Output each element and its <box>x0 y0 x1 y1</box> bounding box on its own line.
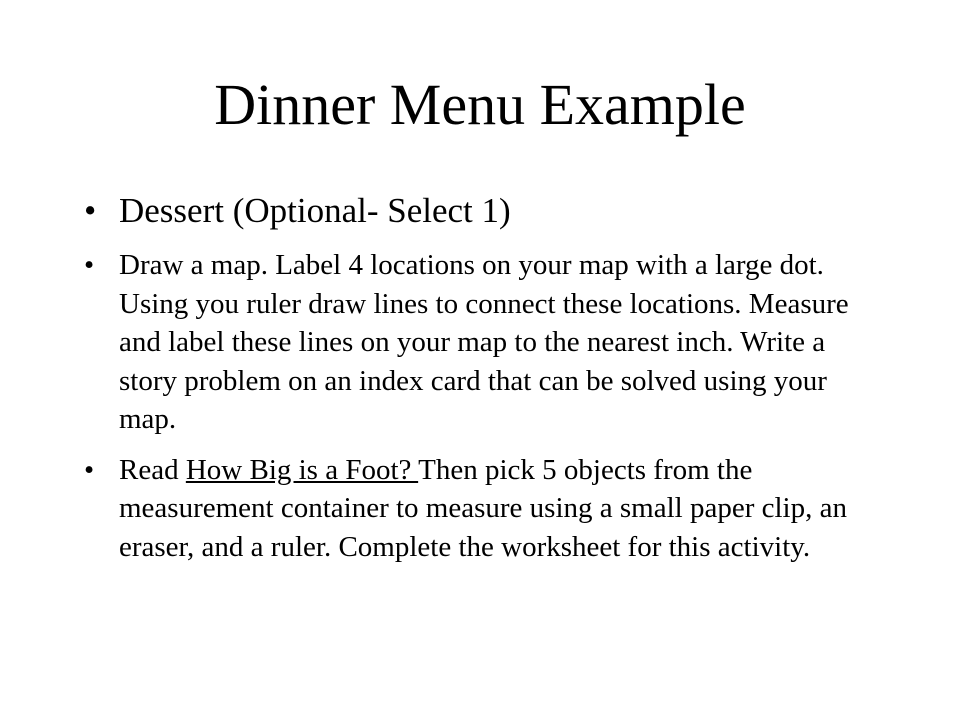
bullet-text-prefix: Read <box>119 453 186 486</box>
bullet-dot: • <box>84 453 95 486</box>
book-title: How Big is a Foot? <box>185 453 419 486</box>
bullet-item-dessert <box>84 188 874 234</box>
bullet-text: Draw a map. Label 4 locations on your map with a large dot. Using you ruler draw lines to connect these locations. Measure and label these lines on your map to the nearest inch. Write a story problem on an index card that can be solved using your map. <box>119 249 849 435</box>
bullet-dot: • <box>84 249 95 281</box>
bullet-dot: • <box>84 191 97 230</box>
slide-title: Dinner Menu Example <box>214 72 746 137</box>
bullet-text-suffix: Then pick 5 objects from the measurement container to measure using a small paper clip, an eraser, and a ruler. Complete the worksheet for this activity. <box>119 453 847 563</box>
bullet-text: Dessert (Optional- Select 1) <box>119 191 511 230</box>
bullet-item-reading <box>84 451 874 567</box>
bullet-item-map <box>84 246 874 439</box>
bullet-list <box>84 188 874 566</box>
